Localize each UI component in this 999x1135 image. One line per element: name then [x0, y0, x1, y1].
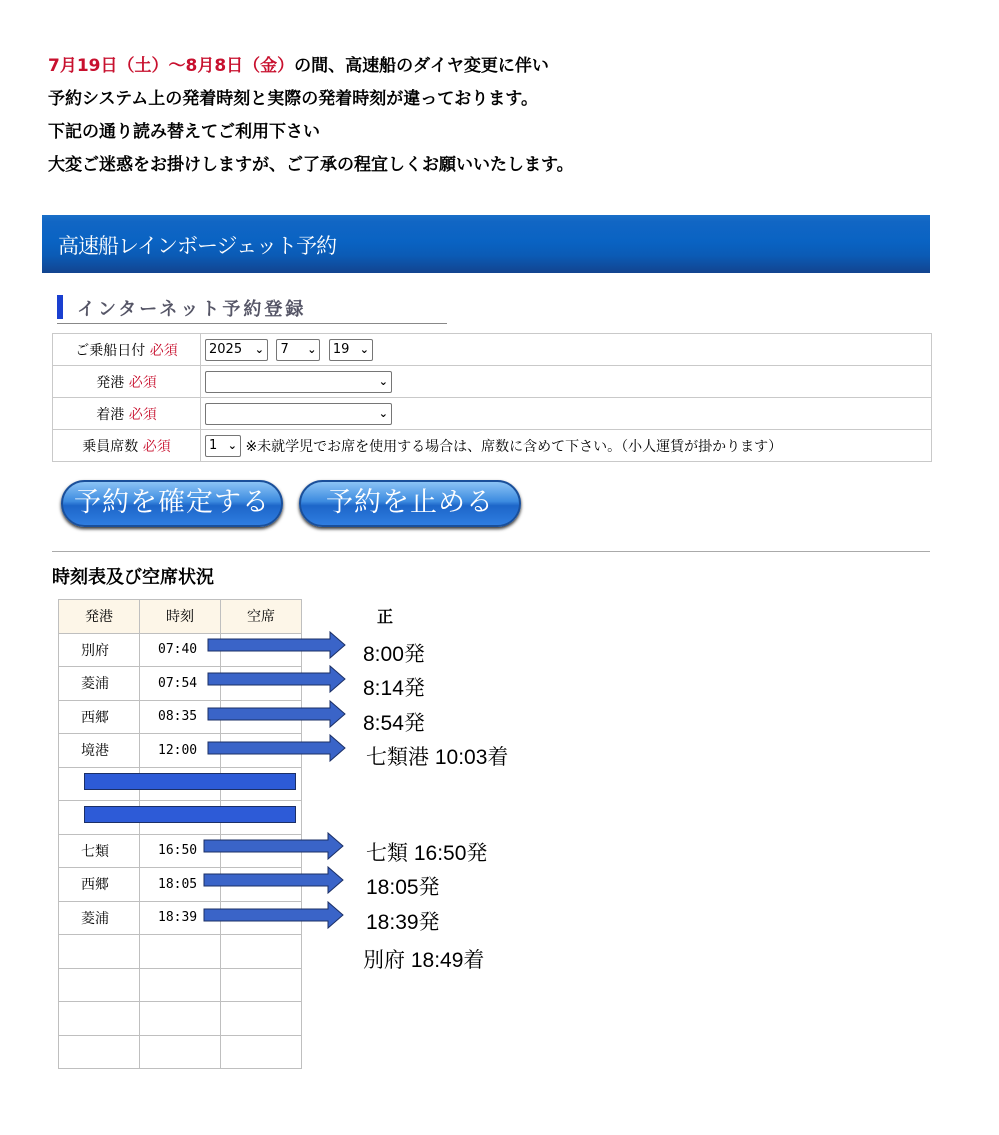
row-time — [140, 935, 221, 969]
row-port: 別府 — [59, 633, 140, 667]
date-label-cell — [53, 334, 201, 366]
row-port: 境港 — [59, 734, 140, 768]
table-row — [59, 1035, 302, 1069]
required-mark: 必須 — [128, 406, 157, 423]
correction-item: 七類港 10:03着 — [366, 746, 509, 769]
notice — [48, 50, 574, 182]
correction-item: 8:14発 — [363, 677, 425, 700]
correction-heading: 正 — [377, 607, 394, 626]
notice-line-1-rest: の間、高速船のダイヤ変更に伴い — [294, 56, 549, 76]
year-value: 2025 — [209, 341, 243, 357]
row-time: 08:35 — [140, 700, 221, 734]
departure-port-select[interactable] — [205, 371, 392, 393]
row-port: 菱浦 — [59, 901, 140, 935]
row-seats — [221, 1035, 302, 1069]
form-row-arrival — [53, 398, 932, 430]
correction-item: 18:39発 — [366, 911, 440, 934]
cancel-reservation-button[interactable]: 予約を止める — [299, 480, 521, 527]
confirm-reservation-button[interactable]: 予約を確定する — [61, 480, 283, 527]
notice-period: 7月19日（土）～8月8日（金） — [48, 56, 295, 76]
date-field-cell — [201, 334, 932, 366]
day-select[interactable] — [329, 339, 373, 361]
header-port: 発港 — [59, 600, 140, 634]
notice-line-3: 下記の通り読み替えてご利用下さい — [48, 122, 320, 142]
header-seats: 空席 — [221, 600, 302, 634]
arrow-right-icon — [203, 831, 345, 861]
arrow-right-icon — [203, 865, 345, 895]
table-row — [59, 1002, 302, 1036]
correction-item: 七類 16:50発 — [366, 842, 488, 865]
arrow-right-icon — [207, 699, 347, 729]
row-port — [59, 935, 140, 969]
row-time: 16:50 — [140, 834, 221, 868]
divider — [52, 551, 930, 552]
arrow-right-icon — [203, 900, 345, 930]
form-row-seats — [53, 430, 932, 462]
chevron-down-icon: ⌄ — [359, 342, 369, 356]
arrival-field-cell — [201, 398, 932, 430]
seats-label-cell — [53, 430, 201, 462]
required-mark: 必須 — [128, 374, 157, 391]
month-value: 7 — [280, 341, 289, 357]
row-port — [59, 1002, 140, 1036]
year-select[interactable] — [205, 339, 268, 361]
row-port: 七類 — [59, 834, 140, 868]
correction-item: 別府 18:49着 — [363, 949, 485, 972]
correction-item: 8:00発 — [363, 643, 425, 666]
arrival-label-cell — [53, 398, 201, 430]
day-value: 19 — [332, 341, 350, 357]
redaction-bar — [84, 773, 296, 790]
row-port: 西郷 — [59, 700, 140, 734]
chevron-down-icon: ⌄ — [227, 438, 237, 452]
row-port: 西郷 — [59, 868, 140, 902]
seats-field-cell — [201, 430, 932, 462]
row-port — [59, 968, 140, 1002]
chevron-down-icon: ⌄ — [378, 406, 388, 420]
row-seats — [221, 968, 302, 1002]
arrow-right-icon — [207, 733, 347, 763]
table-row — [59, 968, 302, 1002]
section-heading — [57, 293, 447, 324]
section-heading-bar — [57, 295, 63, 319]
row-time — [140, 968, 221, 1002]
date-label: ご乗船日付 — [75, 342, 146, 359]
row-seats — [221, 935, 302, 969]
chevron-down-icon: ⌄ — [378, 374, 388, 388]
arrow-right-icon — [207, 630, 347, 660]
departure-field-cell — [201, 366, 932, 398]
row-time: 07:40 — [140, 633, 221, 667]
notice-line-1 — [48, 50, 574, 83]
required-mark: 必須 — [149, 342, 178, 359]
redaction-bar — [84, 806, 296, 823]
row-time: 07:54 — [140, 667, 221, 701]
row-time: 18:05 — [140, 868, 221, 902]
required-mark: 必須 — [142, 438, 171, 455]
form-row-departure — [53, 366, 932, 398]
table-row — [59, 935, 302, 969]
header-time: 時刻 — [140, 600, 221, 634]
reservation-form — [52, 333, 932, 462]
departure-label-cell — [53, 366, 201, 398]
row-time — [140, 1035, 221, 1069]
row-port — [59, 1035, 140, 1069]
notice-line-2: 予約システム上の発着時刻と実際の発着時刻が違っております。 — [48, 89, 538, 109]
row-time: 12:00 — [140, 734, 221, 768]
arrival-label: 着港 — [96, 406, 125, 423]
arrow-right-icon — [207, 664, 347, 694]
row-time: 18:39 — [140, 901, 221, 935]
header-banner — [42, 215, 930, 273]
row-port: 菱浦 — [59, 667, 140, 701]
correction-item: 8:54発 — [363, 712, 425, 735]
row-time — [140, 1002, 221, 1036]
seats-value: 1 — [209, 437, 218, 453]
seats-label: 乗員席数 — [82, 438, 139, 455]
correction-item: 18:05発 — [366, 876, 440, 899]
month-select[interactable] — [276, 339, 320, 361]
seats-note: ※未就学児でお席を使用する場合は、席数に含めて下さい。（小人運賃が掛かります） — [245, 438, 783, 455]
section-heading-label: インターネット予約登録 — [77, 299, 307, 320]
chevron-down-icon: ⌄ — [307, 342, 317, 356]
banner-title: 高速船レインボージェット予約 — [58, 234, 337, 258]
seats-select[interactable] — [205, 435, 241, 457]
notice-line-4: 大変ご迷惑をお掛けしますが、ご了承の程宜しくお願いいたします。 — [48, 155, 574, 175]
form-row-date — [53, 334, 932, 366]
row-seats — [221, 1002, 302, 1036]
departure-label: 発港 — [96, 374, 125, 391]
chevron-down-icon: ⌄ — [254, 342, 264, 356]
arrival-port-select[interactable] — [205, 403, 392, 425]
timetable-title: 時刻表及び空席状況 — [52, 567, 214, 588]
timetable-header-row — [59, 600, 302, 634]
